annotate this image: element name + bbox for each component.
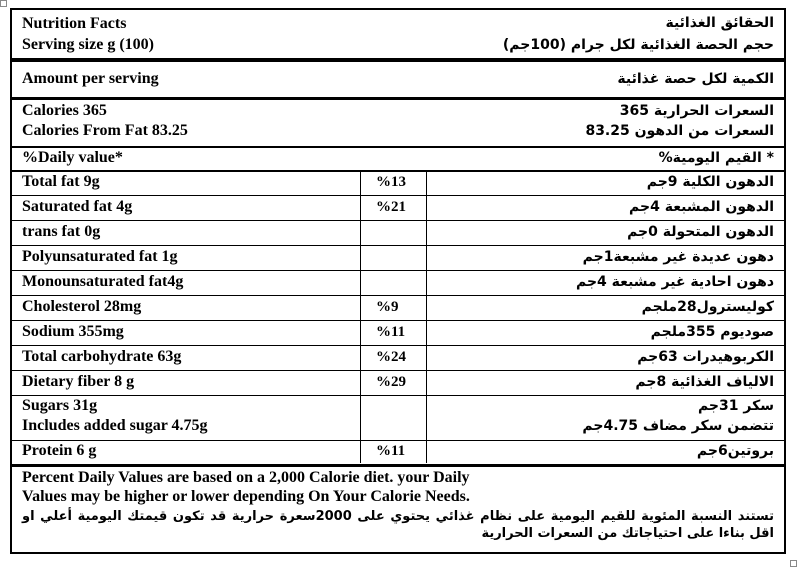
footer <box>12 467 784 554</box>
sugars-en: Sugars 31g <box>22 397 98 414</box>
amount-en: Amount per serving <box>22 70 159 87</box>
footer-note-line1-en: Percent Daily Values are based on a 2,000 Calorie diet. your Daily <box>22 469 470 486</box>
daily-value-ar: * القيم اليومية% <box>658 150 774 166</box>
table-row <box>12 171 784 195</box>
daily-value-en: %Daily value* <box>22 149 123 166</box>
nutrient-name-ar: دهون احادية غير مشبعة 4جم <box>575 274 774 290</box>
nutrient-name-en: Monounsaturated fat4g <box>22 273 184 290</box>
nutrient-name-ar: الالياف الغذائية 8جم <box>635 374 774 390</box>
resize-handle-bottom-right[interactable] <box>790 560 797 567</box>
serving-size-en: Serving size g (100) <box>22 36 154 53</box>
table-row <box>12 346 784 370</box>
table-row <box>12 221 784 245</box>
protein-en: Protein 6 g <box>22 442 97 459</box>
header <box>12 10 784 58</box>
added-sugar-en: Includes added sugar 4.75g <box>22 417 208 434</box>
percent-daily-value: %29 <box>376 374 406 390</box>
nutrient-name-en: Polyunsaturated fat 1g <box>22 248 178 265</box>
title-ar: الحقائق الغذائية <box>665 15 774 31</box>
nutrient-name-en: Cholesterol 28mg <box>22 298 142 315</box>
nutrient-name-en: Total fat 9g <box>22 173 100 190</box>
protein-ar: بروتين6جم <box>696 443 774 459</box>
nutrient-name-ar: دهون عديدة غير مشبعة1جم <box>582 249 774 265</box>
added-sugar-ar: تتضمن سكر مضاف 4.75جم <box>582 418 774 434</box>
resize-handle-top-left[interactable] <box>0 0 7 7</box>
footer-note-ar: تستند النسبة المئوية للقيم اليومية على نظام غذائي يحتوي على 2000سعرة حرارية قد تكون قيمتك اليومية أعلي او اقل بناءا على احتياجاتك من السعرات الحرارية <box>22 509 774 541</box>
table-row <box>12 196 784 220</box>
nutrient-name-ar: صوديوم 355ملجم <box>650 324 774 340</box>
percent-daily-value: %24 <box>376 349 406 365</box>
title-en: Nutrition Facts <box>22 15 127 32</box>
calories-row <box>12 100 784 146</box>
amount-per-serving-row <box>12 62 784 98</box>
percent-daily-value: %13 <box>376 174 406 190</box>
nutrient-name-en: Dietary fiber 8 g <box>22 373 135 390</box>
nutrient-name-en: Saturated fat 4g <box>22 198 133 215</box>
protein-percent: %11 <box>376 443 406 459</box>
nutrient-name-ar: الدهون الكلية 9جم <box>646 174 774 190</box>
protein-row <box>12 441 784 463</box>
percent-daily-value: %9 <box>376 299 399 315</box>
percent-daily-value: %11 <box>376 324 406 340</box>
calories-en: Calories 365 <box>22 102 107 119</box>
column-divider <box>426 171 427 463</box>
nutrient-name-ar: الكربوهيدرات 63جم <box>637 349 774 365</box>
amount-ar: الكمية لكل حصة غذائية <box>617 71 774 87</box>
sugars-row <box>12 396 784 440</box>
nutrient-name-ar: كوليسترول28ملجم <box>641 299 774 315</box>
calories-from-fat-en: Calories From Fat 83.25 <box>22 122 188 139</box>
table-row <box>12 296 784 320</box>
percent-daily-value: %21 <box>376 199 406 215</box>
daily-value-row <box>12 148 784 170</box>
table-row <box>12 246 784 270</box>
nutrition-facts-label <box>10 8 786 554</box>
nutrient-name-ar: الدهون المشبعة 4جم <box>629 199 774 215</box>
nutrient-name-en: Sodium 355mg <box>22 323 124 340</box>
footer-note-line2-en: Values may be higher or lower depending On Your Calorie Needs. <box>22 488 470 505</box>
nutrient-name-en: trans fat 0g <box>22 223 101 240</box>
table-row <box>12 321 784 345</box>
nutrient-name-en: Total carbohydrate 63g <box>22 348 182 365</box>
serving-size-ar: حجم الحصة الغذائية لكل جرام (100جم) <box>502 37 774 53</box>
table-row <box>12 271 784 295</box>
column-divider <box>360 171 361 463</box>
calories-from-fat-ar: السعرات من الدهون 83.25 <box>585 123 774 139</box>
nutrient-name-ar: الدهون المتحولة 0جم <box>627 224 774 240</box>
sugars-ar: سكر 31جم <box>697 398 774 414</box>
calories-ar: السعرات الحرارية 365 <box>619 103 774 119</box>
table-row <box>12 371 784 395</box>
